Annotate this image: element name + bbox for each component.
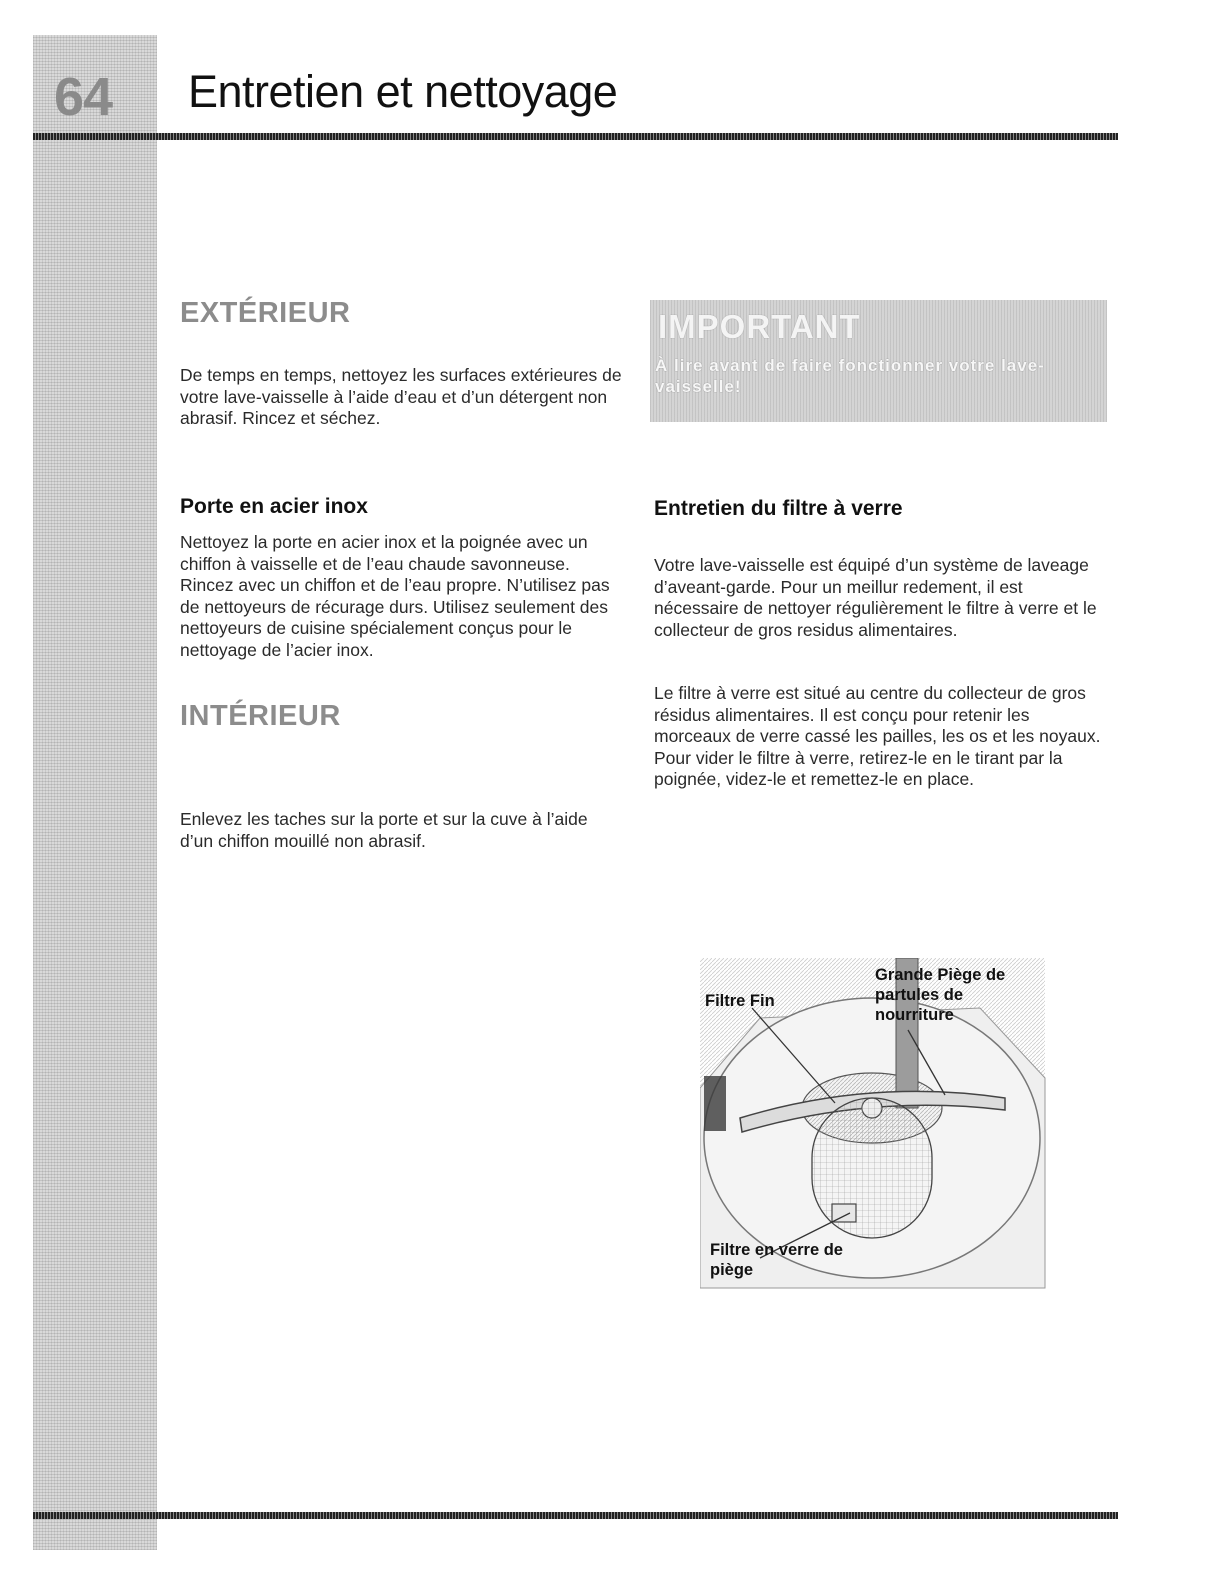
footer-rule (33, 1512, 1118, 1519)
filter-paragraph-1: Votre lave-vaisselle est équipé d’un système de laveage d’aveant-garde. Pour un meillur redement, il est nécessaire de nettoyer régulièrement le filtre à verre et le collecteur de gros residus alimentaires. (654, 555, 1097, 640)
inox-heading: Porte en acier inox (180, 495, 368, 518)
filter-paragraph-2: Le filtre à verre est situé au centre du collecteur de gros résidus alimentaires. Il est conçu pour retenir les morceaux de verre cassé les pailles, les os et les noyaux. Pour vider le filtre à verre, retirez-le en le tirant par la poignée, videz-le et remettez-le en place. (654, 683, 1101, 789)
important-title: IMPORTANT (658, 308, 861, 345)
page-number: 64 (54, 67, 113, 127)
important-box (650, 300, 1107, 422)
filter-heading: Entretien du filtre à verre (654, 497, 903, 520)
label-glass-trap: Filtre en verre de piège (710, 1241, 843, 1279)
interior-paragraph: Enlevez les taches sur la porte et sur la cuve à l’aide d’un chiffon mouillé non abrasif. (180, 809, 588, 851)
page-title: Entretien et nettoyage (188, 66, 618, 117)
header-rule (33, 133, 1118, 140)
label-fine-filter: Filtre Fin (705, 992, 775, 1010)
important-text: À lire avant de faire fonctionner votre lave-vaisselle! (655, 356, 1045, 396)
label-large-trap: Grande Piège de partules de nourriture (875, 966, 1006, 1024)
margin-shaded-strip (33, 35, 157, 1550)
exterior-heading: EXTÉRIEUR (180, 297, 351, 329)
filter-illustration (700, 958, 1050, 1313)
inox-paragraph: Nettoyez la porte en acier inox et la poignée avec un chiffon à vaisselle et de l’eau chaude savonneuse. Rincez avec un chiffon et de l’eau propre. N’utilisez pas de nettoyeurs de récurage durs. Utilisez seulement des nettoyeurs de cuisine spécialement conçus pour le nettoyage de l’acier inox. (180, 532, 610, 660)
exterior-paragraph: De temps en temps, nettoyez les surfaces extérieures de votre lave-vaisselle à l’aide d’eau et d’un détergent non abrasif. Rincez et séchez. (180, 365, 622, 428)
interior-heading: INTÉRIEUR (180, 700, 341, 732)
